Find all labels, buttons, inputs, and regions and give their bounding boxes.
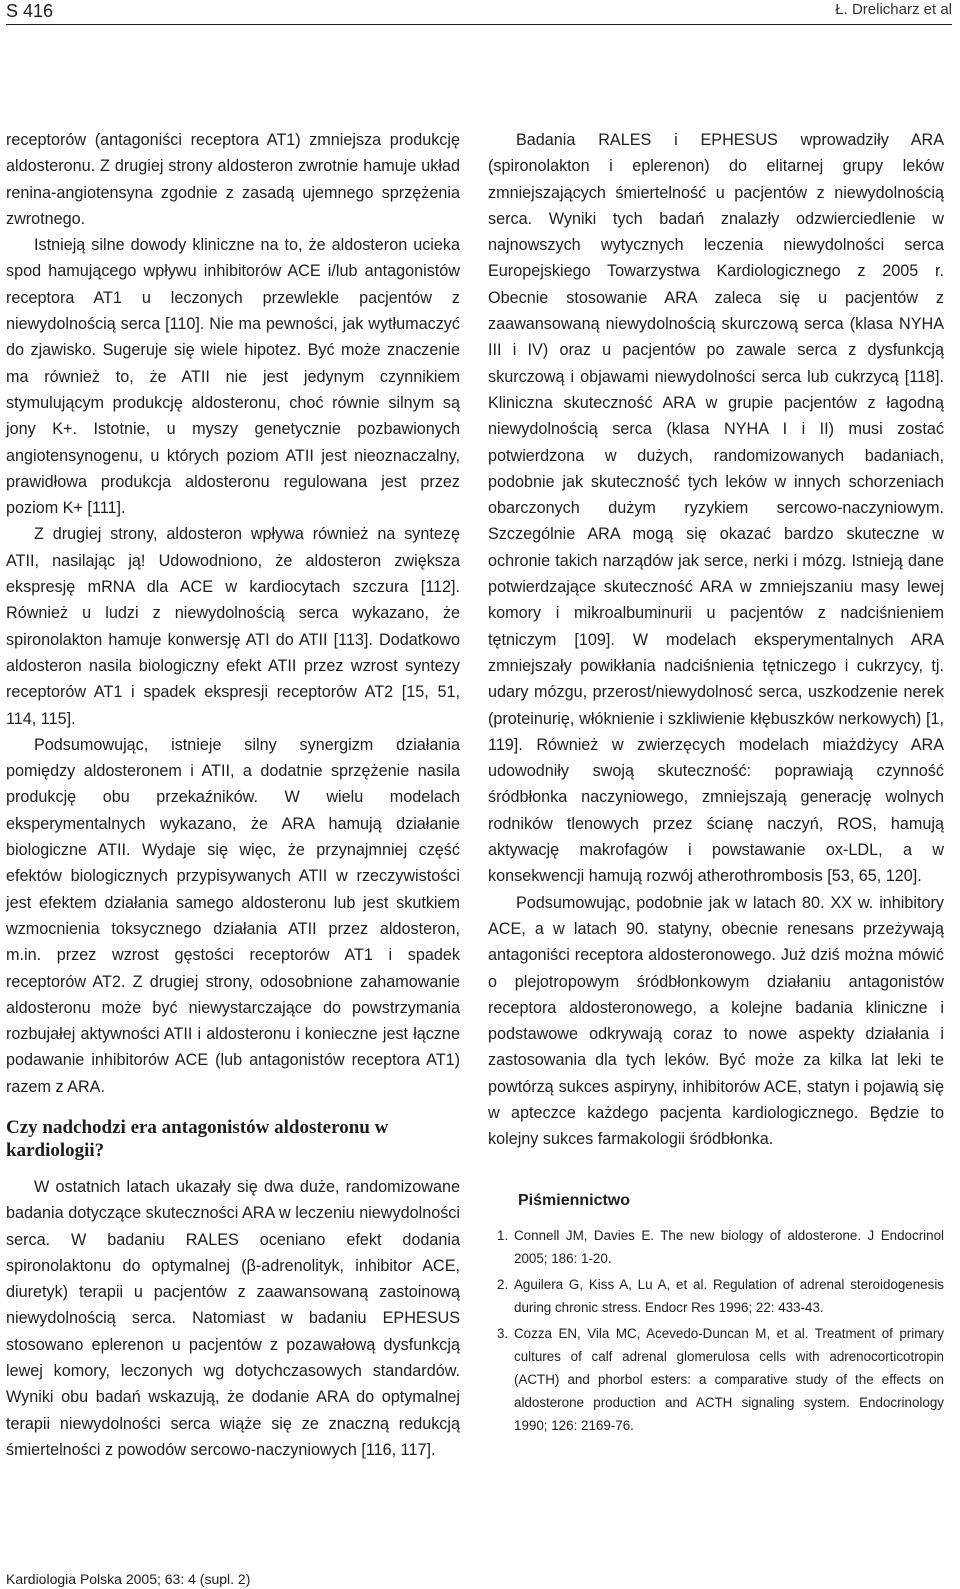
reference-text: Connell JM, Davies E. The new biology of aldosterone. J Endocrinol 2005; 186: 1-20. <box>514 1227 944 1266</box>
paragraph: receptorów (antagoniści receptora AT1) zmniejsza produkcję aldosteronu. Z drugiej strony aldosteron zwrotnie hamuje układ renina-angiotensyna zgodnie z zasadą ujemnego sprzężenia zwrotnego. <box>6 131 460 228</box>
page-footer: Kardiologia Polska 2005; 63: 4 (supl. 2) <box>6 1571 251 1587</box>
page-header <box>6 0 952 24</box>
reference-item <box>488 1224 944 1270</box>
section-heading: Czy nadchodzi era antagonistów aldosteronu w kardiologii? <box>6 1116 389 1161</box>
paragraph: Istnieją silne dowody kliniczne na to, że aldosteron ucieka spod hamującego wpływu inhibitorów ACE i/lub antagonistów receptora AT1 u leczonych przewlekle pacjentów z niewydolnością serca [110]. Nie ma pewności, jak wytłumaczyć do zjawisko. Sugeruje się wiele hipotez. Być może znaczenie ma również to, że ATII nie jest jedynym czynnikiem stymulującym produkcję aldosteronu, choć równie silnym są jony K+. Istotnie, u myszy genetycznie pozbawionych angiotensynogenu, u których poziom ATII jest nieoznaczalny, prawidłowa produkcja aldosteronu regulowana jest przez poziom K+ [111]. <box>6 236 460 518</box>
left-column <box>6 127 460 1463</box>
paragraph: Podsumowując, podobnie jak w latach 80. XX w. inhibitory ACE, a w latach 90. statyny, obecnie renesans przeżywają antagoniści receptora aldosteronowego. Już dziś można mówić o plejotropowym śródbłonkowym działaniu antagonistów receptora aldosteronowego, a kolejne badania kliniczne i podstawowe odkrywają coraz to nowe aspekty działania i zastosowania dla tych leków. Być może za kilka lat leki te powtórzą sukces aspiryny, inhibitorów ACE, statyn i pojawią się w apteczce każdego pacjenta kardiologicznego. Będzie to kolejny sukces farmakologii śródbłonka. <box>488 893 944 1149</box>
reference-text: Cozza EN, Vila MC, Acevedo-Duncan M, et al. Treatment of primary cultures of calf adrenal glomerulosa cells with adrenocorticotropin (ACTH) and phorbol esters: a comparative study of the effects on aldosterone production and ACTH signaling system. Endocrinology 1990; 126: 2169-76. <box>514 1325 944 1433</box>
reference-item <box>488 1273 944 1319</box>
reference-number: 3. <box>497 1325 509 1341</box>
references-list <box>488 1224 944 1437</box>
right-column <box>488 127 944 1440</box>
paragraph: Z drugiej strony, aldosteron wpływa również na syntezę ATII, nasilając ją! Udowodniono, że aldosteron zwiększa ekspresję mRNA dla ACE w kardiocytach szczura [112]. Również u ludzi z niewydolnością serca wykazano, że spironolakton hamuje konwersję ATI do ATII [113]. Dodatkowo aldosteron nasila biologiczny efekt ATII przez wzrost syntezy receptorów AT1 i spadek ekspresji receptorów AT2 [15, 51, 114, 115]. <box>6 525 460 728</box>
references-heading: Piśmiennictwo <box>518 1191 631 1209</box>
paragraph: Podsumowując, istnieje silny synergizm działania pomiędzy aldosteronem i ATII, a dodatnie sprzężenie nasila produkcję obu przekaźników. W wielu modelach eksperymentalnych wykazano, że ARA hamują działanie biologiczne ATII. Wydaje się więc, że przynajmniej część efektów biologicznych przypisywanych ATII w rzeczywistości jest efektem działania samego aldosteronu lub jest skutkiem wzmocnienia toksycznego działania ATII przez aldosteron, m.in. przez wzrost gęstości receptorów AT1 i spadek receptorów AT2. Z drugiej strony, odosobnione zahamowanie aldosteronu może być niewystarczające do powstrzymania rozbujałej aktywności ATII i aldosteronu i konieczne jest łączne podawanie inhibitorów ACE (lub antagonistów receptora AT1) razem z ARA. <box>6 735 460 1096</box>
reference-number: 1. <box>497 1227 509 1243</box>
paragraph: Badania RALES i EPHESUS wprowadziły ARA (spironolakton i eplerenon) do elitarnej grupy leków zmniejszających śmiertelność u pacjentów z niewydolnością serca. Wyniki tych badań znalazły odzwierciedlenie w najnowszych wytycznych leczenia niewydolności serca Europejskiego Towarzystwa Kardiologicznego z 2005 r. Obecnie stosowanie ARA zaleca się u pacjentów z zaawansowaną niewydolnością skurczową serca (klasa NYHA III i IV) oraz u pacjentów po zawale serca z dysfunkcją skurczową i objawami niewydolności serca lub cukrzycą [118]. Kliniczna skuteczność ARA w grupie pacjentów z łagodną niewydolnością serca (klasa NYHA I i II) musi zostać potwierdzona w dużych, randomizowanych badaniach, podobnie jak skuteczność tych leków w innych schorzeniach obarczonych dużym ryzykiem sercowo-naczyniowym. Szczególnie ARA mogą się okazać bardzo skuteczne w ochronie takich narządów jak serce, nerki i mózg. Istnieją dane potwierdzające skuteczność ARA w zmniejszaniu masy lewej komory i mikroalbuminurii u pacjentów z nadciśnieniem tętniczym [109]. W modelach eksperymentalnych ARA zmniejszały powikłania nadciśnienia tętniczego i cukrzycy, tj. udary mózgu, przerost/niewydolnosć serca, uszkodzenie nerek (proteinurię, włóknienie i szkliwienie kłębuszków nerkowych) [1, 119]. Również w zwierzęcych modelach miażdżycy ARA udowodniły swoją skuteczność: poprawiają czynność śródbłonka naczyniowego, zmniejszają generację wolnych rodników tlenowych przez ścianę naczyń, ROS, hamują aktywację makrofagów i powstawanie ox-LDL, a w konsekwencji hamują rozwój atherothrombosis [53, 65, 120]. <box>488 131 944 886</box>
header-rule <box>6 24 952 25</box>
running-author: Ł. Drelicharz et al <box>835 1 952 18</box>
reference-number: 2. <box>497 1276 509 1292</box>
reference-text: Aguilera G, Kiss A, Lu A, et al. Regulation of adrenal steroidogenesis during chronic stress. Endocr Res 1996; 22: 433-43. <box>514 1276 944 1315</box>
page-number: S 416 <box>6 1 54 21</box>
paragraph: W ostatnich latach ukazały się dwa duże, randomizowane badania dotyczące skuteczności ARA w leczeniu niewydolności serca. W badaniu RALES oceniano efekt dodania spironolaktonu do optymalnej (β-adrenolityk, inhibitor ACE, diuretyk) terapii u pacjentów z zaawansowaną zastoinową niewydolnością serca. Natomiast w badaniu EPHESUS stosowano eplerenon u pacjentów z pozawałową dysfunkcją lewej komory, leczonych wg dotychczasowych standardów. Wyniki obu badań wskazują, że dodanie ARA do optymalnej terapii niewydolności serca wiąże się ze znaczną redukcją śmiertelności z powodów sercowo-naczyniowych [116, 117]. <box>6 1177 460 1459</box>
reference-item <box>488 1322 944 1437</box>
